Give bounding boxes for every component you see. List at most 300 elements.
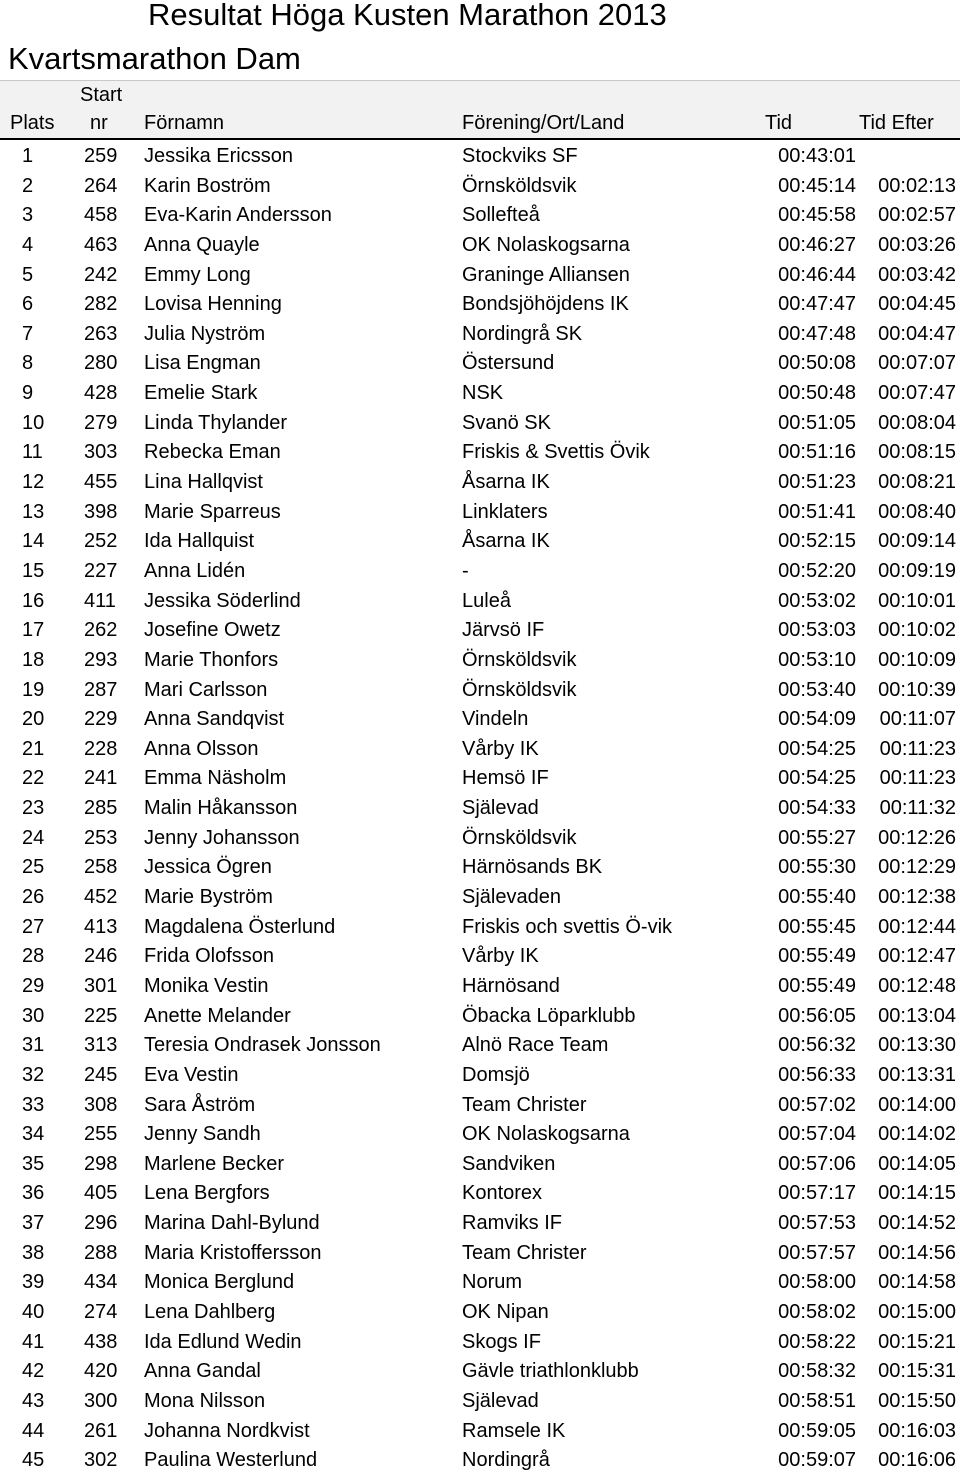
table-row <box>0 379 960 409</box>
table-row <box>0 1328 960 1358</box>
cell-fornamn: Mona Nilsson <box>144 1389 266 1412</box>
cell-plats: 27 <box>22 915 45 938</box>
cell-forening: Skogs IF <box>462 1330 541 1353</box>
cell-tid: 00:53:10 <box>778 648 856 671</box>
cell-start-nr: 463 <box>84 233 118 256</box>
cell-tid: 00:56:33 <box>778 1063 856 1086</box>
header-tid: Tid <box>765 112 793 134</box>
cell-tid-efter: 00:16:03 <box>878 1419 956 1442</box>
cell-tid-efter: 00:13:04 <box>878 1004 956 1027</box>
cell-tid: 00:54:33 <box>778 797 856 820</box>
cell-forening: Vindeln <box>462 708 529 731</box>
cell-tid-efter: 00:15:31 <box>878 1360 956 1383</box>
cell-start-nr: 420 <box>84 1360 118 1383</box>
cell-tid-efter: 00:11:23 <box>879 767 956 790</box>
cell-fornamn: Anna Gandal <box>144 1360 261 1383</box>
cell-plats: 2 <box>22 174 34 197</box>
cell-plats: 26 <box>22 886 45 909</box>
cell-start-nr: 241 <box>84 767 118 790</box>
page-title: Resultat Höga Kusten Marathon 2013 <box>148 0 667 32</box>
cell-fornamn: Maria Kristoffersson <box>144 1241 322 1264</box>
cell-tid-efter: 00:16:06 <box>878 1449 956 1472</box>
cell-start-nr: 261 <box>84 1419 118 1442</box>
cell-plats: 28 <box>22 945 45 968</box>
cell-plats: 17 <box>22 619 45 642</box>
table-row <box>0 1387 960 1417</box>
cell-fornamn: Mari Carlsson <box>144 678 268 701</box>
cell-tid: 00:57:53 <box>778 1212 856 1235</box>
table-row <box>0 1357 960 1387</box>
cell-plats: 33 <box>22 1093 45 1116</box>
cell-plats: 20 <box>22 708 45 731</box>
cell-tid-efter: 00:12:44 <box>878 915 956 938</box>
cell-start-nr: 264 <box>84 174 118 197</box>
table-row <box>0 498 960 528</box>
table-row <box>0 1298 960 1328</box>
cell-fornamn: Emmy Long <box>144 263 251 286</box>
table-row <box>0 942 960 972</box>
cell-tid: 00:58:32 <box>778 1360 856 1383</box>
table-row <box>0 676 960 706</box>
cell-tid-efter: 00:10:39 <box>878 678 956 701</box>
cell-plats: 38 <box>22 1241 45 1264</box>
cell-start-nr: 411 <box>84 589 116 612</box>
header-plats: Plats <box>10 112 55 134</box>
cell-start-nr: 413 <box>84 915 118 938</box>
cell-fornamn: Marie Sparreus <box>144 500 281 523</box>
cell-start-nr: 308 <box>84 1093 118 1116</box>
cell-forening: OK Nipan <box>462 1300 549 1323</box>
cell-tid-efter: 00:12:26 <box>878 826 956 849</box>
cell-forening: Nordingrå <box>462 1449 550 1472</box>
cell-start-nr: 279 <box>84 411 118 434</box>
cell-forening: Nordingrå SK <box>462 322 583 345</box>
cell-forening: Ramviks IF <box>462 1212 562 1235</box>
cell-tid: 00:50:48 <box>778 382 856 405</box>
cell-tid-efter: 00:11:07 <box>879 708 956 731</box>
cell-plats: 8 <box>22 352 34 375</box>
cell-tid: 00:55:30 <box>778 856 856 879</box>
cell-fornamn: Linda Thylander <box>144 411 288 434</box>
cell-start-nr: 258 <box>84 856 118 879</box>
cell-plats: 43 <box>22 1389 45 1412</box>
cell-tid: 00:45:58 <box>778 204 856 227</box>
cell-plats: 9 <box>22 382 34 405</box>
cell-start-nr: 293 <box>84 648 118 671</box>
cell-forening: Bondsjöhöjdens IK <box>462 293 629 316</box>
cell-tid-efter: 00:14:05 <box>878 1152 956 1175</box>
table-row <box>0 705 960 735</box>
cell-forening: Vårby IK <box>462 945 539 968</box>
cell-forening: Vårby IK <box>462 737 539 760</box>
cell-tid: 00:53:03 <box>778 619 856 642</box>
cell-fornamn: Paulina Westerlund <box>144 1449 318 1472</box>
cell-tid-efter: 00:14:56 <box>878 1241 956 1264</box>
table-row <box>0 587 960 617</box>
cell-tid: 00:55:45 <box>778 915 856 938</box>
table-row <box>0 320 960 350</box>
cell-tid-efter: 00:12:47 <box>878 945 956 968</box>
table-row <box>0 1446 960 1476</box>
cell-start-nr: 287 <box>84 678 118 701</box>
cell-forening: Luleå <box>462 589 511 612</box>
cell-forening: Sandviken <box>462 1152 556 1175</box>
cell-fornamn: Karin Boström <box>144 174 271 197</box>
table-row <box>0 1031 960 1061</box>
cell-tid-efter: 00:14:00 <box>878 1093 956 1116</box>
cell-tid-efter: 00:02:57 <box>878 204 956 227</box>
cell-start-nr: 274 <box>84 1300 118 1323</box>
cell-start-nr: 303 <box>84 441 118 464</box>
cell-tid: 00:50:08 <box>778 352 856 375</box>
cell-start-nr: 227 <box>84 559 118 582</box>
cell-tid-efter: 00:14:15 <box>878 1182 956 1205</box>
cell-plats: 15 <box>22 559 45 582</box>
cell-plats: 5 <box>22 263 34 286</box>
cell-tid-efter: 00:13:31 <box>878 1063 956 1086</box>
cell-plats: 42 <box>22 1360 45 1383</box>
table-row <box>0 972 960 1002</box>
cell-plats: 45 <box>22 1449 45 1472</box>
cell-fornamn: Magdalena Österlund <box>144 915 336 938</box>
cell-forening: Norum <box>462 1271 523 1294</box>
cell-fornamn: Josefine Owetz <box>144 619 281 642</box>
cell-tid: 00:54:25 <box>778 767 856 790</box>
cell-tid: 00:51:16 <box>778 441 856 464</box>
cell-tid: 00:58:02 <box>778 1300 856 1323</box>
cell-tid-efter: 00:04:47 <box>878 322 956 345</box>
table-row <box>0 1209 960 1239</box>
cell-forening: Friskis och svettis Ö-vik <box>462 915 673 938</box>
cell-start-nr: 253 <box>84 826 118 849</box>
cell-plats: 6 <box>22 293 34 316</box>
cell-tid: 00:57:02 <box>778 1093 856 1116</box>
cell-forening: Graninge Alliansen <box>462 263 630 286</box>
cell-forening: Hemsö IF <box>462 767 549 790</box>
cell-forening: Själevad <box>462 1389 539 1412</box>
cell-tid: 00:59:07 <box>778 1449 856 1472</box>
cell-tid: 00:56:05 <box>778 1004 856 1027</box>
cell-plats: 36 <box>22 1182 45 1205</box>
cell-plats: 18 <box>22 648 45 671</box>
cell-start-nr: 398 <box>84 500 118 523</box>
cell-tid: 00:55:27 <box>778 826 856 849</box>
table-row <box>0 913 960 943</box>
cell-tid-efter: 00:10:01 <box>878 589 956 612</box>
cell-plats: 22 <box>22 767 45 790</box>
cell-plats: 24 <box>22 826 45 849</box>
cell-start-nr: 263 <box>84 322 118 345</box>
cell-fornamn: Emelie Stark <box>144 382 258 405</box>
cell-fornamn: Marie Byström <box>144 886 273 909</box>
cell-forening: Ramsele IK <box>462 1419 566 1442</box>
cell-start-nr: 301 <box>84 974 118 997</box>
cell-tid: 00:58:22 <box>778 1330 856 1353</box>
table-row <box>0 1120 960 1150</box>
table-row <box>0 438 960 468</box>
table-row <box>0 409 960 439</box>
cell-tid: 00:51:23 <box>778 471 856 494</box>
cell-start-nr: 428 <box>84 382 118 405</box>
cell-start-nr: 434 <box>84 1271 118 1294</box>
cell-start-nr: 245 <box>84 1063 118 1086</box>
cell-tid: 00:53:40 <box>778 678 856 701</box>
cell-tid: 00:58:00 <box>778 1271 856 1294</box>
cell-fornamn: Anna Olsson <box>144 737 259 760</box>
cell-forening: Östersund <box>462 352 555 375</box>
cell-tid: 00:51:05 <box>778 411 856 434</box>
cell-tid-efter: 00:11:32 <box>879 797 956 820</box>
cell-forening: Linklaters <box>462 500 548 523</box>
table-row <box>0 764 960 794</box>
cell-plats: 34 <box>22 1123 45 1146</box>
cell-fornamn: Lena Bergfors <box>144 1182 270 1205</box>
cell-forening: Härnösands BK <box>462 856 603 879</box>
cell-start-nr: 225 <box>84 1004 118 1027</box>
table-row <box>0 1239 960 1269</box>
cell-plats: 19 <box>22 678 45 701</box>
cell-fornamn: Lisa Engman <box>144 352 261 375</box>
cell-forening: Team Christer <box>462 1093 587 1116</box>
cell-fornamn: Johanna Nordkvist <box>144 1419 310 1442</box>
cell-fornamn: Eva-Karin Andersson <box>144 204 332 227</box>
cell-start-nr: 285 <box>84 797 118 820</box>
table-row <box>0 1091 960 1121</box>
cell-tid-efter: 00:09:14 <box>878 530 956 553</box>
table-row <box>0 1179 960 1209</box>
cell-plats: 10 <box>22 411 45 434</box>
cell-plats: 13 <box>22 500 45 523</box>
cell-fornamn: Frida Olofsson <box>144 945 275 968</box>
cell-plats: 23 <box>22 797 45 820</box>
cell-tid: 00:51:41 <box>778 500 856 523</box>
cell-plats: 39 <box>22 1271 45 1294</box>
table-row <box>0 1417 960 1447</box>
cell-plats: 25 <box>22 856 45 879</box>
cell-start-nr: 229 <box>84 708 118 731</box>
table-row <box>0 1002 960 1032</box>
cell-tid-efter: 00:14:52 <box>878 1212 956 1235</box>
cell-fornamn: Ida Hallquist <box>144 530 255 553</box>
table-row <box>0 1268 960 1298</box>
cell-tid-efter: 00:08:04 <box>878 411 956 434</box>
cell-forening: Örnsköldsvik <box>462 678 577 701</box>
cell-tid: 00:57:57 <box>778 1241 856 1264</box>
table-row <box>0 735 960 765</box>
cell-tid: 00:47:48 <box>778 322 856 345</box>
table-row <box>0 557 960 587</box>
cell-fornamn: Rebecka Eman <box>144 441 281 464</box>
cell-tid: 00:54:25 <box>778 737 856 760</box>
table-row <box>0 231 960 261</box>
cell-forening: OK Nolaskogsarna <box>462 233 630 256</box>
cell-forening: Örnsköldsvik <box>462 826 577 849</box>
table-row <box>0 261 960 291</box>
cell-tid-efter: 00:13:30 <box>878 1034 956 1057</box>
cell-tid: 00:53:02 <box>778 589 856 612</box>
page-subtitle: Kvartsmarathon Dam <box>8 41 301 76</box>
cell-plats: 21 <box>22 737 45 760</box>
cell-fornamn: Marie Thonfors <box>144 648 279 671</box>
cell-tid-efter: 00:12:29 <box>878 856 956 879</box>
cell-forening: Sollefteå <box>462 204 540 227</box>
cell-tid-efter: 00:03:42 <box>878 263 956 286</box>
table-row <box>0 853 960 883</box>
cell-tid: 00:43:01 <box>778 145 856 167</box>
cell-tid-efter: 00:07:07 <box>878 352 956 375</box>
cell-start-nr: 455 <box>84 471 118 494</box>
cell-tid: 00:54:09 <box>778 708 856 731</box>
cell-fornamn: Anette Melander <box>144 1004 291 1027</box>
cell-tid-efter: 00:15:21 <box>878 1330 956 1353</box>
cell-plats: 40 <box>22 1300 45 1323</box>
cell-plats: 44 <box>22 1419 45 1442</box>
cell-tid: 00:52:15 <box>778 530 856 553</box>
cell-plats: 11 <box>22 441 43 464</box>
cell-tid-efter: 00:08:21 <box>878 471 956 494</box>
cell-tid: 00:46:44 <box>778 263 856 286</box>
table-row <box>0 824 960 854</box>
cell-start-nr: 296 <box>84 1212 118 1235</box>
cell-plats: 4 <box>22 233 34 256</box>
cell-start-nr: 313 <box>84 1034 118 1057</box>
cell-plats: 16 <box>22 589 45 612</box>
cell-plats: 3 <box>22 204 34 227</box>
table-row <box>0 1061 960 1091</box>
header-nr: nr <box>90 112 108 134</box>
cell-start-nr: 246 <box>84 945 118 968</box>
table-row <box>0 468 960 498</box>
cell-fornamn: Ida Edlund Wedin <box>144 1330 302 1353</box>
cell-plats: 7 <box>22 322 34 345</box>
cell-fornamn: Teresia Ondrasek Jonsson <box>144 1034 381 1057</box>
cell-fornamn: Lovisa Henning <box>144 293 282 316</box>
cell-tid-efter: 00:12:48 <box>878 974 956 997</box>
cell-fornamn: Jessika Söderlind <box>144 589 301 612</box>
cell-start-nr: 252 <box>84 530 118 553</box>
cell-start-nr: 282 <box>84 293 118 316</box>
table-row <box>0 349 960 379</box>
cell-plats: 41 <box>22 1330 45 1353</box>
cell-fornamn: Anna Lidén <box>144 559 246 582</box>
cell-start-nr: 438 <box>84 1330 118 1353</box>
cell-tid: 00:47:47 <box>778 293 856 316</box>
cell-tid-efter: 00:03:26 <box>878 233 956 256</box>
cell-forening: Domsjö <box>462 1063 530 1086</box>
cell-forening: Kontorex <box>462 1182 543 1205</box>
header-forening: Förening/Ort/Land <box>462 112 625 134</box>
cell-fornamn: Anna Sandqvist <box>144 708 285 731</box>
cell-tid-efter: 00:09:19 <box>878 559 956 582</box>
cell-forening: Järvsö IF <box>462 619 545 642</box>
cell-tid-efter: 00:04:45 <box>878 293 956 316</box>
cell-tid-efter: 00:14:58 <box>878 1271 956 1294</box>
cell-forening: Gävle triathlonklubb <box>462 1360 639 1383</box>
cell-fornamn: Jessika Ericsson <box>144 145 293 167</box>
cell-tid: 00:45:14 <box>778 174 856 197</box>
results-table <box>0 142 960 1476</box>
cell-fornamn: Anna Quayle <box>144 233 260 256</box>
cell-fornamn: Lena Dahlberg <box>144 1300 276 1323</box>
cell-plats: 37 <box>22 1212 45 1235</box>
table-row <box>0 646 960 676</box>
cell-forening: Åsarna IK <box>462 471 550 494</box>
cell-tid-efter: 00:12:38 <box>878 886 956 909</box>
cell-start-nr: 288 <box>84 1241 118 1264</box>
cell-start-nr: 280 <box>84 352 118 375</box>
cell-tid: 00:55:49 <box>778 974 856 997</box>
cell-forening: Åsarna IK <box>462 530 550 553</box>
cell-forening: Alnö Race Team <box>462 1034 609 1057</box>
cell-tid-efter: 00:10:09 <box>878 648 956 671</box>
table-row <box>0 142 960 172</box>
cell-tid: 00:58:51 <box>778 1389 856 1412</box>
cell-tid-efter: 00:08:15 <box>878 441 956 464</box>
table-row <box>0 1150 960 1180</box>
cell-tid: 00:57:06 <box>778 1152 856 1175</box>
header-start: Start <box>80 84 123 106</box>
cell-start-nr: 298 <box>84 1152 118 1175</box>
cell-tid: 00:46:27 <box>778 233 856 256</box>
cell-plats: 32 <box>22 1063 45 1086</box>
table-row <box>0 616 960 646</box>
cell-start-nr: 302 <box>84 1449 118 1472</box>
table-row <box>0 290 960 320</box>
cell-forening: Stockviks SF <box>462 145 578 167</box>
table-row <box>0 172 960 202</box>
table-row <box>0 201 960 231</box>
cell-forening: - <box>462 559 469 582</box>
cell-tid-efter: 00:11:23 <box>879 737 956 760</box>
table-row <box>0 527 960 557</box>
cell-start-nr: 228 <box>84 737 118 760</box>
cell-fornamn: Jessica Ögren <box>144 856 272 879</box>
cell-start-nr: 262 <box>84 619 118 642</box>
cell-start-nr: 458 <box>84 204 118 227</box>
cell-forening: Öbacka Löparklubb <box>462 1004 636 1027</box>
cell-forening: Örnsköldsvik <box>462 648 577 671</box>
cell-fornamn: Emma Näsholm <box>144 767 287 790</box>
header-fornamn: Förnamn <box>144 112 225 134</box>
cell-fornamn: Jenny Johansson <box>144 826 300 849</box>
cell-tid: 00:57:04 <box>778 1123 856 1146</box>
cell-fornamn: Julia Nyström <box>144 322 266 345</box>
cell-forening: OK Nolaskogsarna <box>462 1123 630 1146</box>
cell-tid-efter: 00:07:47 <box>878 382 956 405</box>
cell-tid-efter: 00:10:02 <box>878 619 956 642</box>
cell-tid: 00:55:49 <box>778 945 856 968</box>
cell-plats: 12 <box>22 471 45 494</box>
cell-tid: 00:56:32 <box>778 1034 856 1057</box>
cell-plats: 29 <box>22 974 45 997</box>
cell-forening: Själevaden <box>462 886 561 909</box>
cell-fornamn: Eva Vestin <box>144 1063 239 1086</box>
cell-forening: Härnösand <box>462 974 560 997</box>
cell-forening: Friskis & Svettis Övik <box>462 441 650 464</box>
cell-fornamn: Monica Berglund <box>144 1271 295 1294</box>
cell-start-nr: 259 <box>84 145 118 167</box>
cell-forening: Team Christer <box>462 1241 587 1264</box>
cell-tid: 00:57:17 <box>778 1182 856 1205</box>
cell-plats: 31 <box>22 1034 45 1057</box>
cell-forening: Örnsköldsvik <box>462 174 577 197</box>
cell-fornamn: Malin Håkansson <box>144 797 298 820</box>
cell-tid-efter: 00:08:40 <box>878 500 956 523</box>
cell-plats: 14 <box>22 530 45 553</box>
cell-fornamn: Sara Åström <box>144 1093 256 1116</box>
cell-fornamn: Marina Dahl-Bylund <box>144 1212 320 1235</box>
cell-start-nr: 255 <box>84 1123 118 1146</box>
